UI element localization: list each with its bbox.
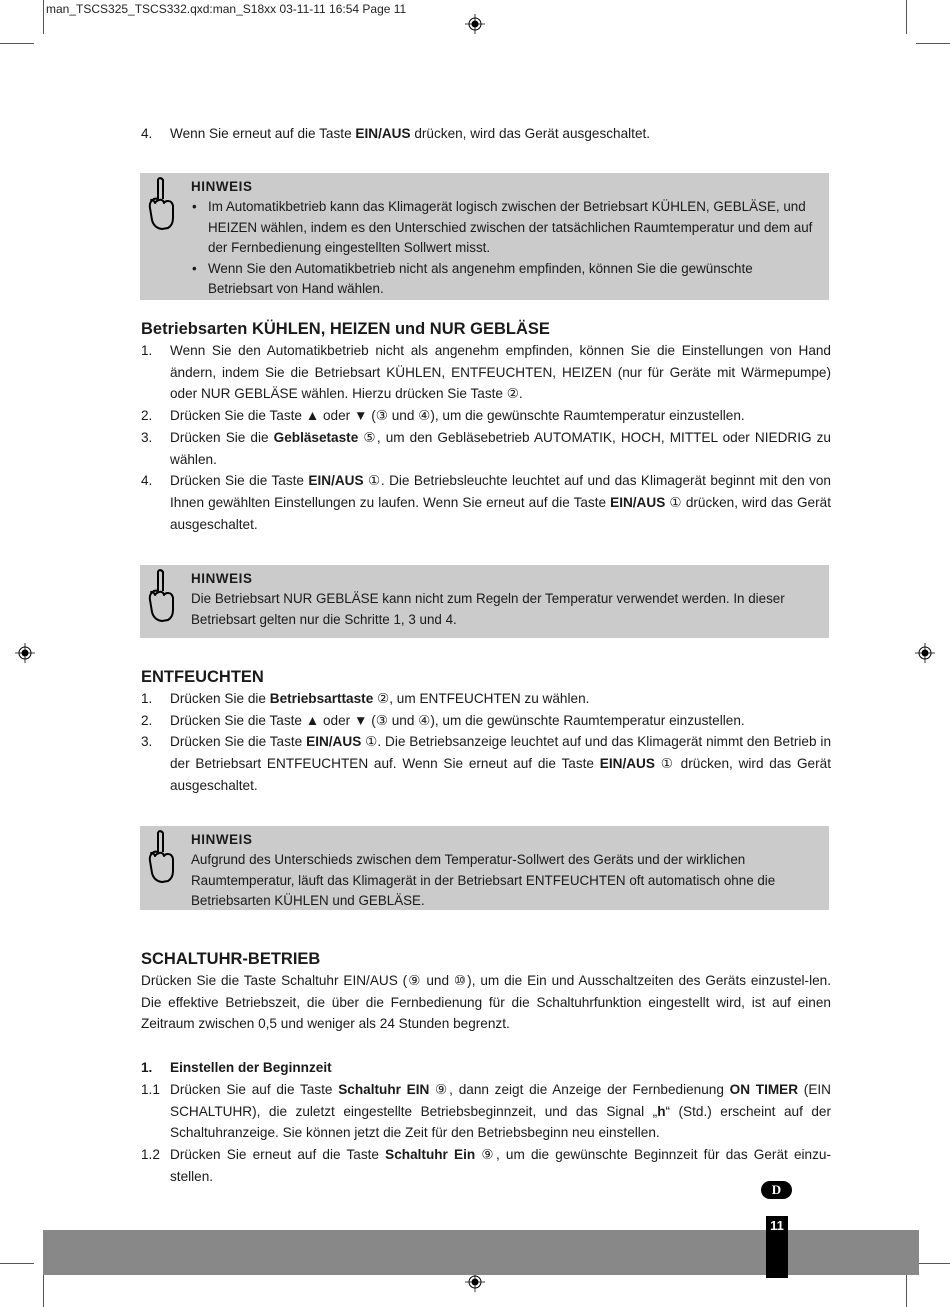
item-text: ①. Die Betriebsleuchte leuchtet auf und das Klimagerät beginnt mit den von Ihnen gewählten Einstellungen zu laufen. Wenn Sie erneut auf die Taste (170, 473, 831, 510)
note-text: Die Betriebsart NUR GEBLÄSE kann nicht zum Regeln der Temperatur verwendet werden. In dieser Betriebsart gelten nur die Schritte 1, 3 und 4. (191, 591, 785, 627)
item-number: 1.2 (141, 1146, 160, 1162)
list-item (141, 470, 831, 535)
note-box (140, 565, 829, 638)
item-number: 2. (141, 408, 153, 424)
item-bold-text: Schaltuhr Ein (385, 1146, 476, 1162)
list-item (141, 1079, 831, 1144)
section-heading: SCHALTUHR-BETRIEB (141, 950, 321, 968)
list-item (141, 688, 831, 710)
item-text: Drücken Sie die (170, 429, 274, 445)
item-bold-text: EIN/AUS (610, 494, 666, 510)
note-text: Aufgrund des Unterschieds zwischen dem Temperatur-Sollwert des Geräts und der wirklichen Raumtemperatur, läuft das Klimagerät in der Betriebsart ENTFEUCHTEN oft automatisch ohne die Betriebsarten KÜHLEN und GEBLÄSE. (191, 852, 776, 909)
item-bold-text: EIN/AUS (308, 473, 364, 489)
crop-mark (916, 43, 950, 44)
item-text: Drücken Sie die Taste (170, 734, 307, 750)
item-bold-text: EIN/AUS (599, 756, 655, 772)
note-title: HINWEIS (191, 832, 253, 847)
item-text: ⑤, um den Gebläsebetrieb AUTOMATIK, HOCH, MITTEL oder NIEDRIG zu wählen. (170, 429, 831, 467)
note-bullet: • Wenn Sie den Automatikbetrieb nicht als angenehm empfinden, können Sie die gewünschte Betriebsart von Hand wählen. (191, 259, 819, 300)
list-item (141, 710, 831, 732)
note-title: HINWEIS (191, 571, 253, 586)
section-heading: Betriebsarten KÜHLEN, HEIZEN und NUR GEBLÄSE (141, 320, 550, 338)
item-bold-text: h (657, 1103, 666, 1119)
crop-mark (43, 1273, 44, 1307)
pointing-hand-icon (145, 176, 175, 232)
item-text: Drücken Sie auf die Taste (170, 1081, 339, 1097)
pointing-hand-icon (145, 829, 175, 885)
crop-mark (906, 0, 907, 34)
language-badge: D (761, 1181, 792, 1199)
print-slug: man_TSCS325_TSCS332.qxd:man_S18xx 03-11-11 16:54 Page 11 (46, 2, 407, 16)
item-text: Wenn Sie erneut auf die Taste (170, 126, 356, 141)
list-item (141, 731, 831, 796)
item-text: (EIN SCHALTUHR), die zuletzt eingestellte Betriebsbeginnzeit, und das Signal „ (170, 1081, 831, 1119)
item-number: 4. (141, 126, 153, 141)
crop-mark (43, 0, 44, 34)
item-number: 1. (141, 343, 153, 358)
item-bold-text: EIN/AUS (355, 126, 411, 141)
item-bold-text: EIN/AUS (306, 734, 362, 750)
item-text: Drücken Sie die Taste ▲ oder ▼ (③ und ④), um die gewünschte Raumtemperatur einzustellen. (170, 408, 745, 424)
registration-mark-icon (915, 643, 935, 663)
section-heading: ENTFEUCHTEN (141, 668, 264, 686)
crop-mark (0, 1263, 34, 1264)
item-text: Drücken Sie die (170, 691, 270, 706)
item-number: 2. (141, 712, 153, 728)
note-title: HINWEIS (191, 179, 253, 194)
note-bullet: • Im Automatikbetrieb kann das Klimagerät logisch zwischen der Betriebsart KÜHLEN, GEBLÄSE, und HEIZEN wählen, indem es den Unterschied zwischen der tatsächlichen Raumtemperatur und dem auf der Fernbedienung eingestellten Sollwert misst. (191, 197, 819, 258)
item-text: drücken, wird das Gerät ausgeschaltet. (410, 126, 651, 141)
item-text: ⑨, dann zeigt die Anzeige der Fernbedienung (429, 1081, 730, 1097)
crop-mark (906, 1273, 907, 1307)
pointing-hand-icon (145, 568, 175, 624)
note-box (140, 826, 829, 910)
item-number: 1. (141, 691, 153, 706)
crop-mark (0, 43, 34, 44)
list-item (141, 340, 831, 405)
list-item (141, 427, 831, 470)
intro-paragraph: Drücken Sie die Taste Schaltuhr EIN/AUS (⑨ und ⑩), um die Ein und Ausschaltzeiten des Geräts einzustel-len. Die effektive Betriebszeit, die über die Fernbedienung für die Schaltuhrfunktion eingestellt wird, ist auf einen Zeitraum zwischen 0,5 und weniger als 24 Stunden begrenzt. (141, 973, 831, 1032)
page-number: 11 (766, 1216, 788, 1278)
item-text: ① drücken, wird das Gerät ausgeschaltet. (170, 494, 831, 532)
item-bold-text: Schaltuhr EIN (338, 1081, 430, 1097)
registration-mark-icon (15, 643, 35, 663)
item-bold-text: Betriebsarttaste (269, 691, 374, 706)
registration-mark-icon (465, 1272, 485, 1292)
list-item (141, 1144, 831, 1187)
item-bold-text: ON TIMER (729, 1081, 799, 1097)
item-bold-text: Gebläsetaste (273, 429, 359, 445)
item-text: ① drücken, wird das Gerät ausgeschaltet. (170, 756, 831, 793)
item-number: 4. (141, 473, 153, 489)
item-number: 3. (141, 734, 153, 750)
item-number: 3. (141, 429, 153, 445)
item-text: ②, um ENTFEUCHTEN zu wählen. (373, 691, 590, 706)
crop-mark (916, 1263, 950, 1264)
note-bullet-list (191, 197, 819, 299)
subheading-text: Einstellen der Beginnzeit (170, 1060, 332, 1076)
subheading (141, 1057, 831, 1079)
item-text: Drücken Sie erneut auf die Taste (170, 1146, 386, 1162)
item-number: 1.1 (141, 1081, 160, 1097)
item-text: ①. Die Betriebsanzeige leuchtet auf und das Klimagerät nimmt den Betrieb in der Betriebsart ENTFEUCHTEN auf. Wenn Sie erneut auf die Taste (170, 734, 831, 772)
item-text: ⑨, um die gewünschte Beginnzeit für das Gerät einzu-stellen. (170, 1146, 831, 1184)
item-text: “ (Std.) erscheint auf der Schaltuhranzeige. Sie können jetzt die Zeit für den Betriebsbeginn neu einstellen. (170, 1103, 831, 1141)
list-item (141, 123, 831, 145)
item-text: Drücken Sie die Taste ▲ oder ▼ (③ und ④), um die gewünschte Raumtemperatur einzustellen. (170, 712, 745, 728)
registration-mark-icon (465, 14, 485, 34)
item-text: Drücken Sie die Taste (170, 473, 309, 489)
item-number: 1. (141, 1060, 153, 1076)
list-item (141, 405, 831, 427)
note-box (140, 173, 829, 300)
item-text: Wenn Sie den Automatikbetrieb nicht als angenehm empfinden, können Sie die Einstellungen von Hand ändern, indem Sie die Betriebsart KÜHLEN, ENTFEUCHTEN, HEIZEN (nur für Geräte mit Wärmepumpe) oder NUR GEBLÄSE wählen. Hierzu drücken Sie Taste ②. (170, 343, 831, 402)
